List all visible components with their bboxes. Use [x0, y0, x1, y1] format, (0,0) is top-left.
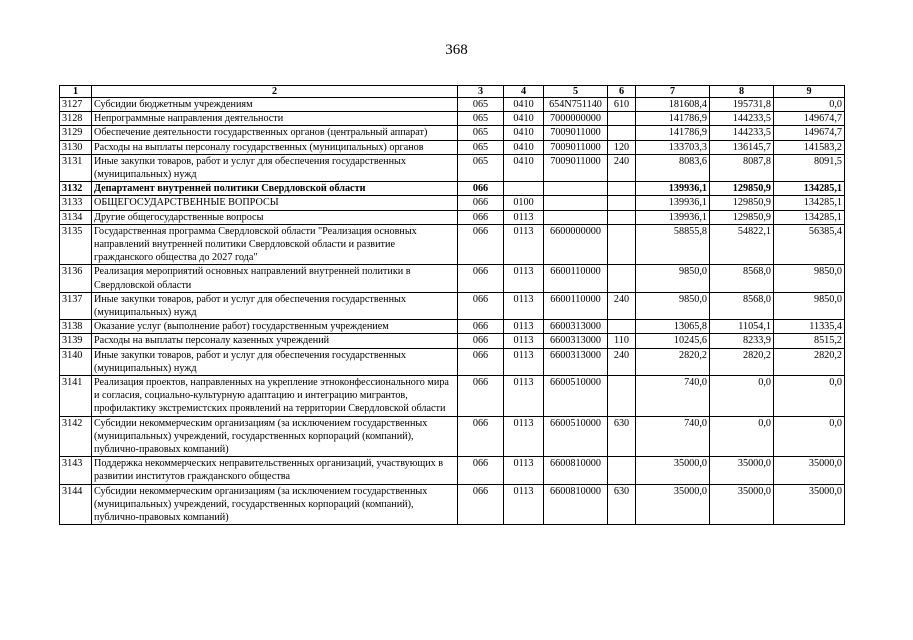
ministry-code: 066: [458, 320, 504, 334]
amount-2025: 139936,1: [636, 182, 710, 196]
amount-2025: 139936,1: [636, 196, 710, 210]
section-code: 0113: [504, 320, 544, 334]
ministry-code: 066: [458, 416, 504, 457]
target-article-code: 6600313000: [544, 320, 608, 334]
amount-2026: 0,0: [710, 416, 774, 457]
row-name: Непрограммные направления деятельности: [92, 112, 458, 126]
expense-type-code: [608, 224, 636, 265]
expense-type-code: [608, 376, 636, 417]
table-row: [60, 416, 845, 457]
expense-type-code: 240: [608, 348, 636, 375]
section-code: 0113: [504, 348, 544, 375]
amount-2027: 2820,2: [774, 348, 845, 375]
table-row: [60, 292, 845, 319]
amount-2025: 35000,0: [636, 484, 710, 525]
amount-2027: 9850,0: [774, 292, 845, 319]
amount-2027: 149674,7: [774, 112, 845, 126]
section-code: 0113: [504, 457, 544, 484]
table-row: [60, 196, 845, 210]
ministry-code: 066: [458, 376, 504, 417]
amount-2025: 181608,4: [636, 98, 710, 112]
amount-2025: 133703,3: [636, 140, 710, 154]
section-code: 0113: [504, 376, 544, 417]
row-number: 3127: [60, 98, 92, 112]
row-name: Иные закупки товаров, работ и услуг для обеспечения государственных (муниципальных) нужд: [92, 292, 458, 319]
amount-2027: 0,0: [774, 376, 845, 417]
section-code: 0113: [504, 210, 544, 224]
section-code: 0410: [504, 154, 544, 181]
page-number: 368: [445, 42, 468, 58]
ministry-code: 066: [458, 196, 504, 210]
amount-2027: 8515,2: [774, 334, 845, 348]
amount-2026: 2820,2: [710, 348, 774, 375]
row-number: 3133: [60, 196, 92, 210]
amount-2027: 11335,4: [774, 320, 845, 334]
ministry-code: 066: [458, 210, 504, 224]
amount-2026: 144233,5: [710, 126, 774, 140]
expense-type-code: [608, 457, 636, 484]
row-name: Субсидии некоммерческим организациям (за исключением государственных (муниципальных) учреждений, государственных корпораций (компаний), публично-правовых компаний): [92, 484, 458, 525]
table-row: [60, 182, 845, 196]
amount-2025: 9850,0: [636, 265, 710, 292]
amount-2025: 141786,9: [636, 126, 710, 140]
amount-2027: 56385,4: [774, 224, 845, 265]
row-name: Расходы на выплаты персоналу государственных (муниципальных) органов: [92, 140, 458, 154]
row-number: 3140: [60, 348, 92, 375]
row-name: Государственная программа Свердловской области "Реализация основных направлений внутренней политики Свердловской области и развитие гражданского общества до 2027 года": [92, 224, 458, 265]
row-name: Иные закупки товаров, работ и услуг для обеспечения государственных (муниципальных) нужд: [92, 348, 458, 375]
amount-2026: 8568,0: [710, 292, 774, 319]
amount-2025: 139936,1: [636, 210, 710, 224]
expense-type-code: [608, 126, 636, 140]
target-article-code: 6600000000: [544, 224, 608, 265]
row-number: 3128: [60, 112, 92, 126]
row-name: Обеспечение деятельности государственных органов (центральный аппарат): [92, 126, 458, 140]
amount-2026: 129850,9: [710, 182, 774, 196]
row-name: Другие общегосударственные вопросы: [92, 210, 458, 224]
amount-2026: 35000,0: [710, 484, 774, 525]
expense-type-code: 630: [608, 416, 636, 457]
amount-2025: 13065,8: [636, 320, 710, 334]
expense-type-code: [608, 265, 636, 292]
table-row: [60, 265, 845, 292]
amount-2026: 8568,0: [710, 265, 774, 292]
ministry-code: 066: [458, 484, 504, 525]
amount-2027: 134285,1: [774, 210, 845, 224]
section-code: 0113: [504, 484, 544, 525]
amount-2025: 9850,0: [636, 292, 710, 319]
amount-2027: 0,0: [774, 98, 845, 112]
target-article-code: [544, 210, 608, 224]
target-article-code: 7000000000: [544, 112, 608, 126]
ministry-code: 066: [458, 348, 504, 375]
target-article-code: 7009011000: [544, 154, 608, 181]
column-header: 6: [608, 86, 636, 98]
target-article-code: 6600110000: [544, 265, 608, 292]
amount-2027: 0,0: [774, 416, 845, 457]
ministry-code: 066: [458, 292, 504, 319]
target-article-code: 6600510000: [544, 376, 608, 417]
table-row: [60, 320, 845, 334]
column-header: 1: [60, 86, 92, 98]
column-header: 8: [710, 86, 774, 98]
row-name: Департамент внутренней политики Свердловской области: [92, 182, 458, 196]
row-name: Субсидии некоммерческим организациям (за исключением государственных (муниципальных) учреждений, государственных корпораций (компаний), публично-правовых компаний): [92, 416, 458, 457]
row-number: 3137: [60, 292, 92, 319]
amount-2025: 8083,6: [636, 154, 710, 181]
amount-2027: 35000,0: [774, 484, 845, 525]
amount-2025: 740,0: [636, 376, 710, 417]
row-number: 3132: [60, 182, 92, 196]
target-article-code: 7009011000: [544, 140, 608, 154]
expense-type-code: [608, 196, 636, 210]
ministry-code: 065: [458, 112, 504, 126]
target-article-code: 6600810000: [544, 484, 608, 525]
row-number: 3144: [60, 484, 92, 525]
table-row: [60, 126, 845, 140]
section-code: 0100: [504, 196, 544, 210]
ministry-code: 065: [458, 140, 504, 154]
amount-2027: 141583,2: [774, 140, 845, 154]
section-code: 0113: [504, 265, 544, 292]
amount-2027: 8091,5: [774, 154, 845, 181]
table-row: [60, 112, 845, 126]
row-number: 3134: [60, 210, 92, 224]
amount-2025: 58855,8: [636, 224, 710, 265]
row-number: 3130: [60, 140, 92, 154]
target-article-code: 654N751140: [544, 98, 608, 112]
amount-2027: 149674,7: [774, 126, 845, 140]
section-code: 0410: [504, 140, 544, 154]
table-row: [60, 457, 845, 484]
row-name: Расходы на выплаты персоналу казенных учреждений: [92, 334, 458, 348]
column-header: 3: [458, 86, 504, 98]
table-row: [60, 210, 845, 224]
table-row: [60, 376, 845, 417]
row-name: Оказание услуг (выполнение работ) государственным учреждением: [92, 320, 458, 334]
row-number: 3141: [60, 376, 92, 417]
target-article-code: 7009011000: [544, 126, 608, 140]
expense-type-code: [608, 182, 636, 196]
amount-2026: 35000,0: [710, 457, 774, 484]
target-article-code: 6600313000: [544, 334, 608, 348]
column-header: 7: [636, 86, 710, 98]
amount-2026: 11054,1: [710, 320, 774, 334]
row-number: 3143: [60, 457, 92, 484]
expense-type-code: 110: [608, 334, 636, 348]
row-name: Поддержка некоммерческих неправительственных организаций, участвующих в развитии институтов гражданского общества: [92, 457, 458, 484]
target-article-code: 6600110000: [544, 292, 608, 319]
table-row: [60, 348, 845, 375]
ministry-code: 065: [458, 126, 504, 140]
row-name: ОБЩЕГОСУДАРСТВЕННЫЕ ВОПРОСЫ: [92, 196, 458, 210]
amount-2025: 35000,0: [636, 457, 710, 484]
amount-2027: 35000,0: [774, 457, 845, 484]
target-article-code: 6600510000: [544, 416, 608, 457]
column-header: 5: [544, 86, 608, 98]
ministry-code: 066: [458, 334, 504, 348]
expense-type-code: 610: [608, 98, 636, 112]
amount-2025: 10245,6: [636, 334, 710, 348]
row-number: 3135: [60, 224, 92, 265]
row-number: 3129: [60, 126, 92, 140]
section-code: 0410: [504, 98, 544, 112]
amount-2027: 9850,0: [774, 265, 845, 292]
table-row: [60, 334, 845, 348]
budget-table: [59, 85, 845, 525]
row-name: Иные закупки товаров, работ и услуг для обеспечения государственных (муниципальных) нужд: [92, 154, 458, 181]
expense-type-code: [608, 320, 636, 334]
target-article-code: [544, 182, 608, 196]
expense-type-code: 630: [608, 484, 636, 525]
row-number: 3139: [60, 334, 92, 348]
amount-2027: 134285,1: [774, 182, 845, 196]
amount-2026: 8233,9: [710, 334, 774, 348]
amount-2025: 141786,9: [636, 112, 710, 126]
amount-2025: 740,0: [636, 416, 710, 457]
ministry-code: 066: [458, 457, 504, 484]
expense-type-code: [608, 210, 636, 224]
amount-2026: 8087,8: [710, 154, 774, 181]
expense-type-code: 120: [608, 140, 636, 154]
row-number: 3131: [60, 154, 92, 181]
section-code: 0113: [504, 334, 544, 348]
amount-2026: 54822,1: [710, 224, 774, 265]
row-number: 3138: [60, 320, 92, 334]
amount-2025: 2820,2: [636, 348, 710, 375]
row-name: Реализация мероприятий основных направлений внутренней политики в Свердловской области: [92, 265, 458, 292]
section-code: 0113: [504, 292, 544, 319]
table-row: [60, 98, 845, 112]
expense-type-code: [608, 112, 636, 126]
row-number: 3142: [60, 416, 92, 457]
header-row: [60, 86, 845, 98]
amount-2026: 195731,8: [710, 98, 774, 112]
ministry-code: 066: [458, 182, 504, 196]
section-code: [504, 182, 544, 196]
amount-2026: 136145,7: [710, 140, 774, 154]
amount-2026: 129850,9: [710, 210, 774, 224]
column-header: 4: [504, 86, 544, 98]
column-header: 2: [92, 86, 458, 98]
ministry-code: 066: [458, 224, 504, 265]
amount-2026: 0,0: [710, 376, 774, 417]
table-row: [60, 140, 845, 154]
table-row: [60, 224, 845, 265]
table-row: [60, 154, 845, 181]
amount-2027: 134285,1: [774, 196, 845, 210]
section-code: 0410: [504, 126, 544, 140]
ministry-code: 065: [458, 154, 504, 181]
row-number: 3136: [60, 265, 92, 292]
expense-type-code: 240: [608, 154, 636, 181]
section-code: 0410: [504, 112, 544, 126]
amount-2026: 129850,9: [710, 196, 774, 210]
amount-2026: 144233,5: [710, 112, 774, 126]
column-header: 9: [774, 86, 845, 98]
table-row: [60, 484, 845, 525]
ministry-code: 065: [458, 98, 504, 112]
target-article-code: 6600313000: [544, 348, 608, 375]
ministry-code: 066: [458, 265, 504, 292]
target-article-code: [544, 196, 608, 210]
expense-type-code: 240: [608, 292, 636, 319]
target-article-code: 6600810000: [544, 457, 608, 484]
section-code: 0113: [504, 224, 544, 265]
row-name: Реализация проектов, направленных на укрепление этноконфессионального мира и согласия, социально-культурную адаптацию и интеграцию мигрантов, профилактику экстремистских проявлений на территории Свердловской области: [92, 376, 458, 417]
row-name: Субсидии бюджетным учреждениям: [92, 98, 458, 112]
section-code: 0113: [504, 416, 544, 457]
